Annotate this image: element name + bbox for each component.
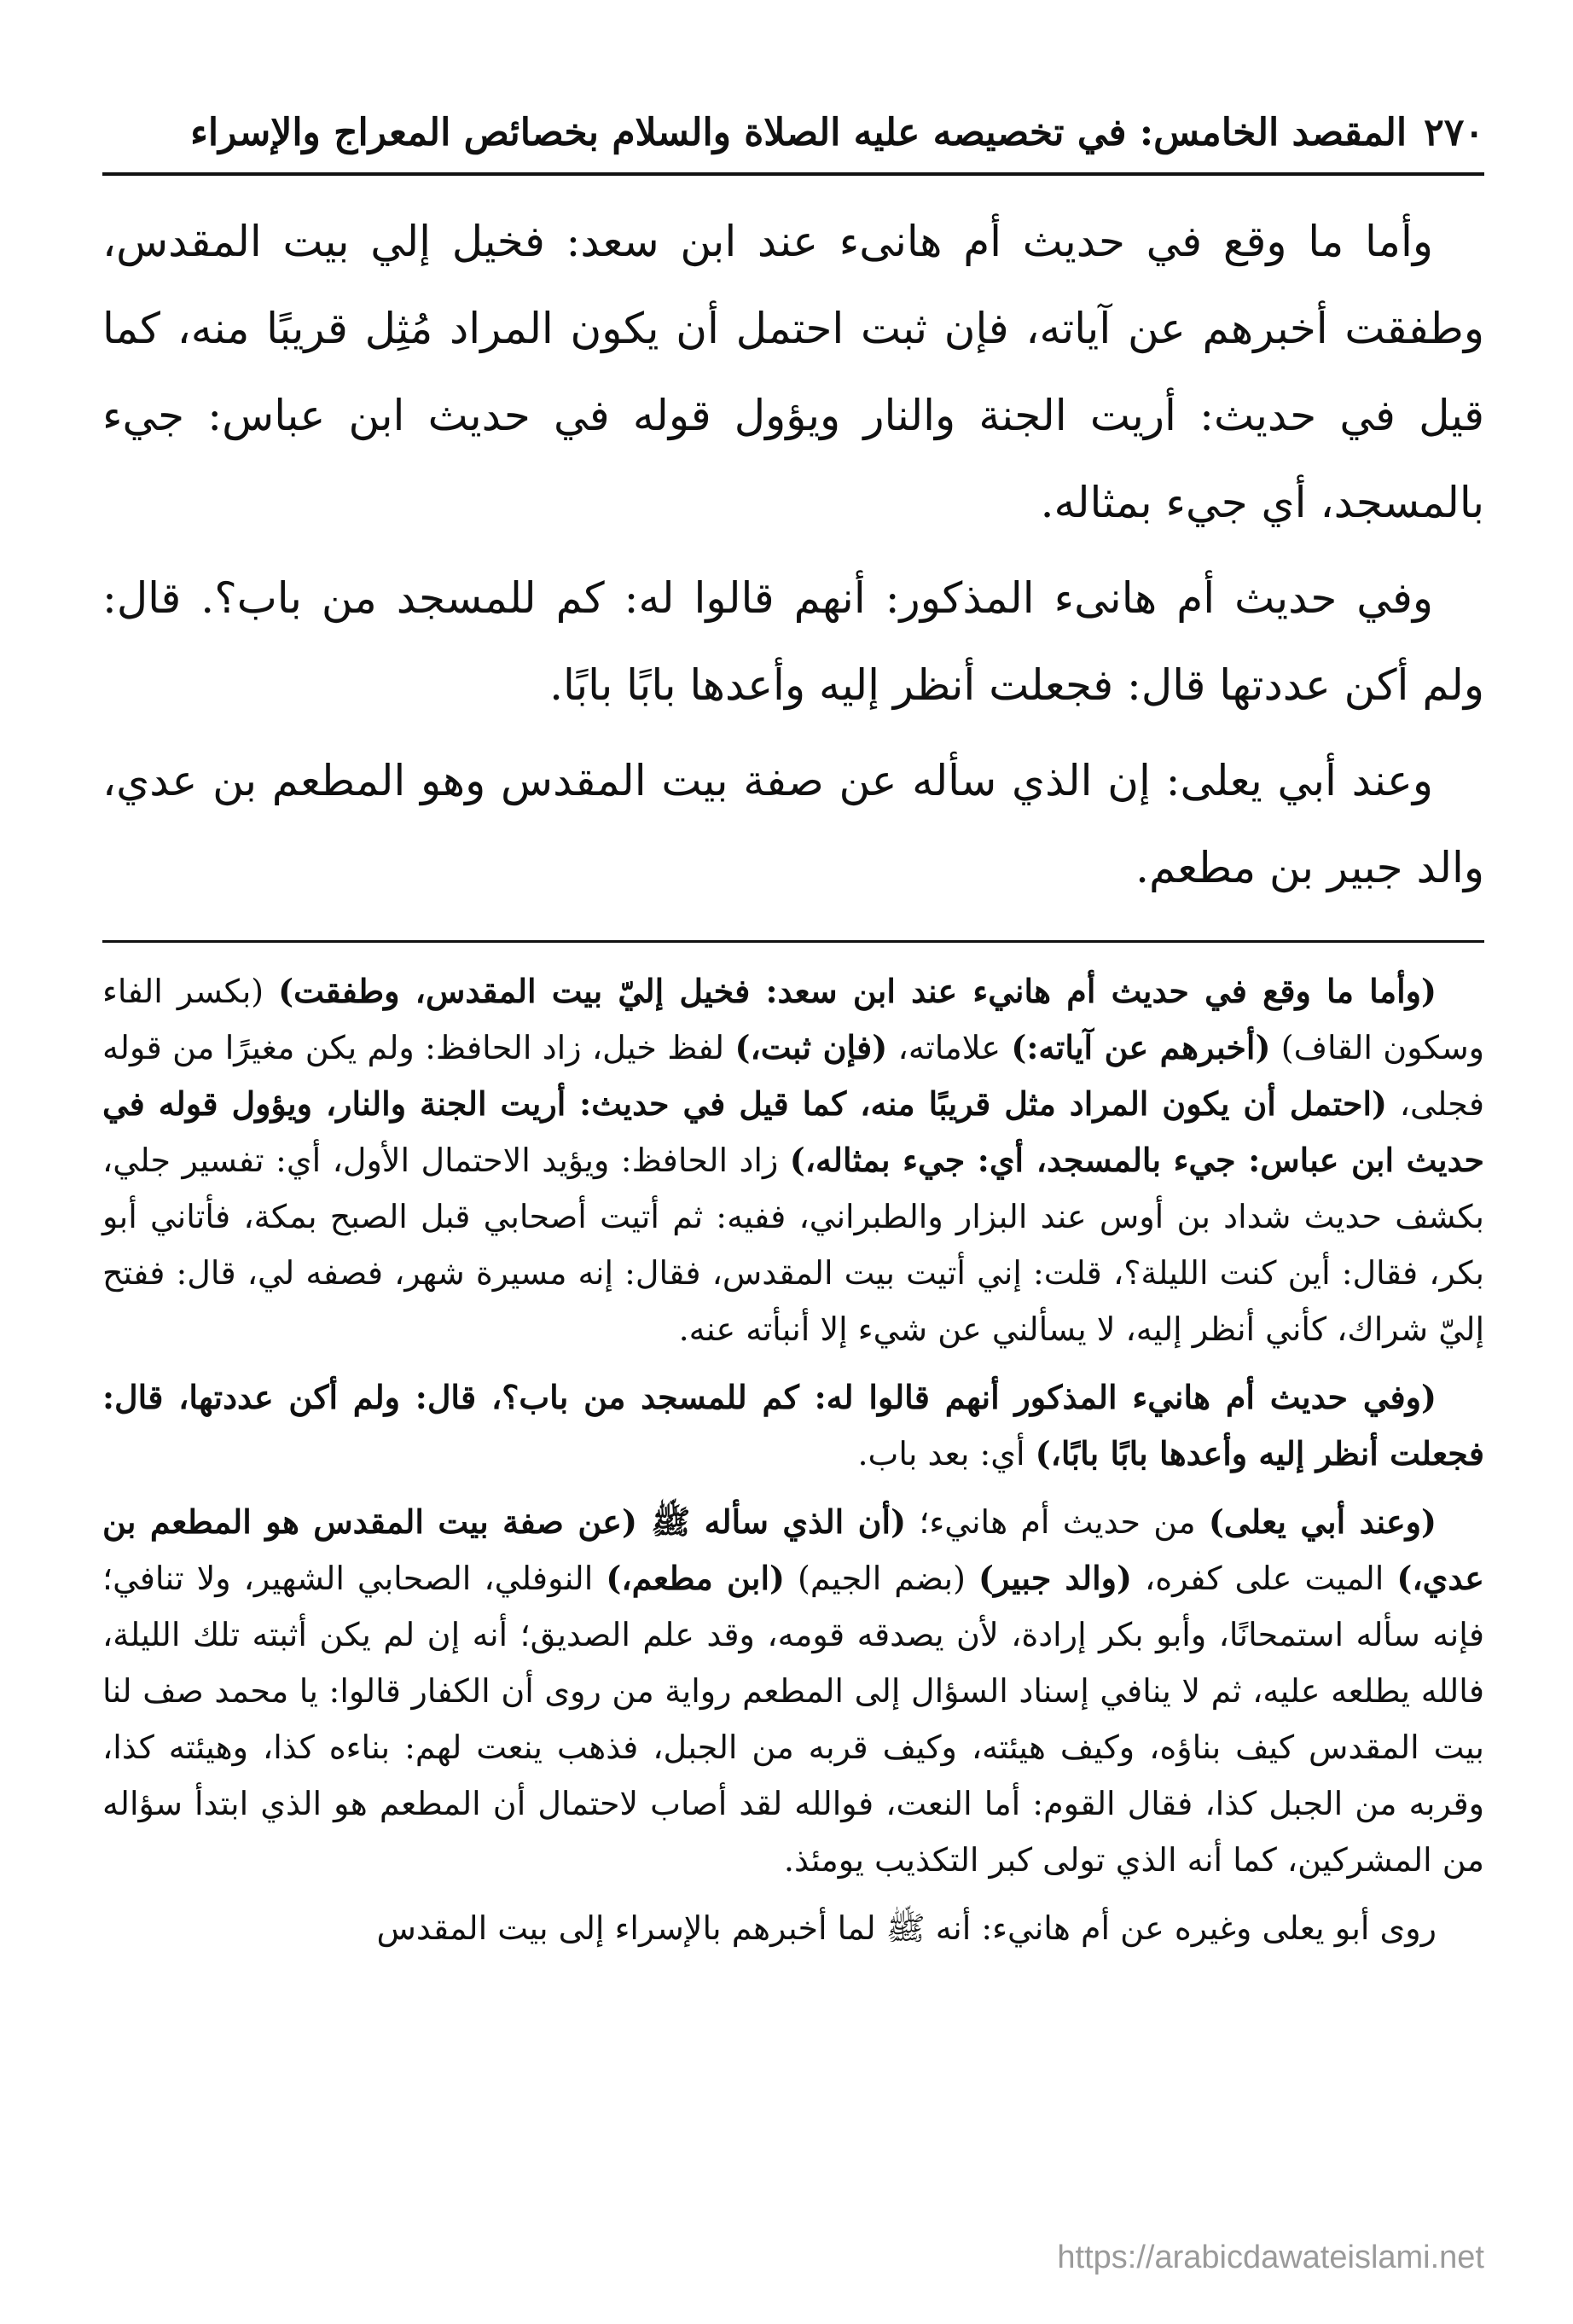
- commentary-paragraph: [102, 1369, 1484, 1482]
- quoted-main-text: (أخبرهم عن آياته:): [1011, 1028, 1271, 1066]
- commentary-run: روى أبو يعلى وغيره عن أم هانيء: أنه ﷺ لما أخبرهم بالإسراء إلى بيت المقدس: [376, 1909, 1437, 1947]
- header-divider: [102, 172, 1484, 176]
- commentary-run: النوفلي، الصحابي الشهير، ولا تنافي؛ فإنه سأله استمحانًا، وأبو بكر إرادة، لأن يصدقه قومه، وقد علم الصديق؛ أنه إن لم يكن أثبته تلك الليلة، فالله يطلعه عليه، ثم لا ينافي إسناد السؤال إلى المطعم رواية من روى أن الكفار قالوا: يا محمد صف لنا بيت المقدس كيف بناؤه، وكيف هيئته، وكيف قربه من الجبل، فذهب ينعت لهم: بناءه كذا، وهيئته كذا، وقربه من الجبل كذا، فقال القوم: أما النعت، فوالله لقد أصاب لاحتمال أن المطعم هو الذي ابتدأ سؤاله من المشركين، كما أنه الذي تولى كبر التكذيب يومئذ.: [102, 1560, 1484, 1879]
- site-watermark: https://arabicdawateislami.net: [1057, 2240, 1484, 2275]
- quoted-main-text: (وفي حديث أم هانيء المذكور أنهم قالوا له: كم للمسجد من باب؟، قال: ولم أكن عددتها، قال: فجعلت أنظر إليه وأعدها بابًا بابًا،): [102, 1378, 1484, 1473]
- main-paragraph: وفي حديث أم هانىء المذكور: أنهم قالوا له: كم للمسجد من باب؟. قال: ولم أكن عددتها قال: فجعلت أنظر إليه وأعدها بابًا بابًا.: [102, 573, 1484, 710]
- quoted-main-text: (وعند أبي يعلى): [1208, 1502, 1437, 1541]
- quoted-main-text: (احتمل أن يكون المراد مثل قريبًا منه، كما قيل في حديث: أريت الجنة والنار، ويؤول قوله في حديث ابن عباس: جيء بالمسجد، أي: جيء بمثاله،): [102, 1084, 1484, 1179]
- quoted-main-text: (أن الذي سأله ﷺ (عن صفة بيت المقدس هو المطعم بن عدي،): [102, 1502, 1484, 1597]
- running-header: [102, 102, 1484, 164]
- commentary-divider: [102, 940, 1484, 943]
- commentary-run: من حديث أم هانيء؛: [906, 1503, 1209, 1541]
- commentary-text: [102, 963, 1484, 1956]
- commentary-paragraph: [102, 1494, 1484, 1888]
- page-number: ٢٧٠: [1424, 111, 1484, 154]
- main-paragraph: وعند أبي يعلى: إن الذي سأله عن صفة بيت المقدس وهو المطعم بن عدي، والد جبير بن مطعم.: [102, 756, 1484, 892]
- commentary-run: الميت على كفره،: [1131, 1560, 1397, 1597]
- commentary-run: زاد الحافظ: ويؤيد الاحتمال الأول، أي: تفسير جلي، بكشف حديث شداد بن أوس عند البزار والطبراني، ففيه: ثم أتيت أصحابي قبل الصبح بمكة، فأتاني أبو بكر، فقال: أين كنت الليلة؟، قلت: إني أتيت بيت المقدس، فقال: إنه مسيرة شهر، فصفه لي، قال: ففتح إليّ شراك، كأني أنظر إليه، لا يسألني عن شيء إلا أنبأته عنه.: [102, 1142, 1484, 1348]
- commentary-run: (بكسر الفاء وسكون القاف): [102, 973, 1485, 1066]
- commentary-run: (بضم الجيم): [784, 1560, 978, 1597]
- main-paragraph: وأما ما وقع في حديث أم هانىء عند ابن سعد: فخيل إلي بيت المقدس، وطفقت أخبرهم عن آياته، فإن ثبت احتمل أن يكون المراد مُثِل قريبًا منه، كما قيل في حديث: أريت الجنة والنار ويؤول قوله في حديث ابن عباس: جيء بالمسجد، أي جيء بمثاله.: [102, 217, 1484, 527]
- commentary-run: لفظ خيل، زاد الحافظ: ولم يكن مغيرًا من قوله فجلى،: [102, 1029, 1484, 1123]
- commentary-paragraph: [102, 1900, 1484, 1956]
- book-page: [102, 102, 1484, 1968]
- main-text: [102, 198, 1484, 911]
- commentary-run: علاماته،: [887, 1029, 1012, 1066]
- commentary-run: أي: بعد باب.: [857, 1435, 1036, 1473]
- header-title: المقصد الخامس: في تخصيصه عليه الصلاة والسلام بخصائص المعراج والإسراء: [190, 111, 1408, 154]
- commentary-paragraph: [102, 963, 1484, 1357]
- quoted-main-text: (والد جبير): [978, 1559, 1132, 1597]
- quoted-main-text: (وأما ما وقع في حديث أم هانيء عند ابن سعد: فخيل إليّ بيت المقدس، وطفقت): [278, 972, 1437, 1010]
- quoted-main-text: (فإن ثبت،): [734, 1028, 888, 1066]
- quoted-main-text: (ابن مطعم،): [606, 1559, 785, 1597]
